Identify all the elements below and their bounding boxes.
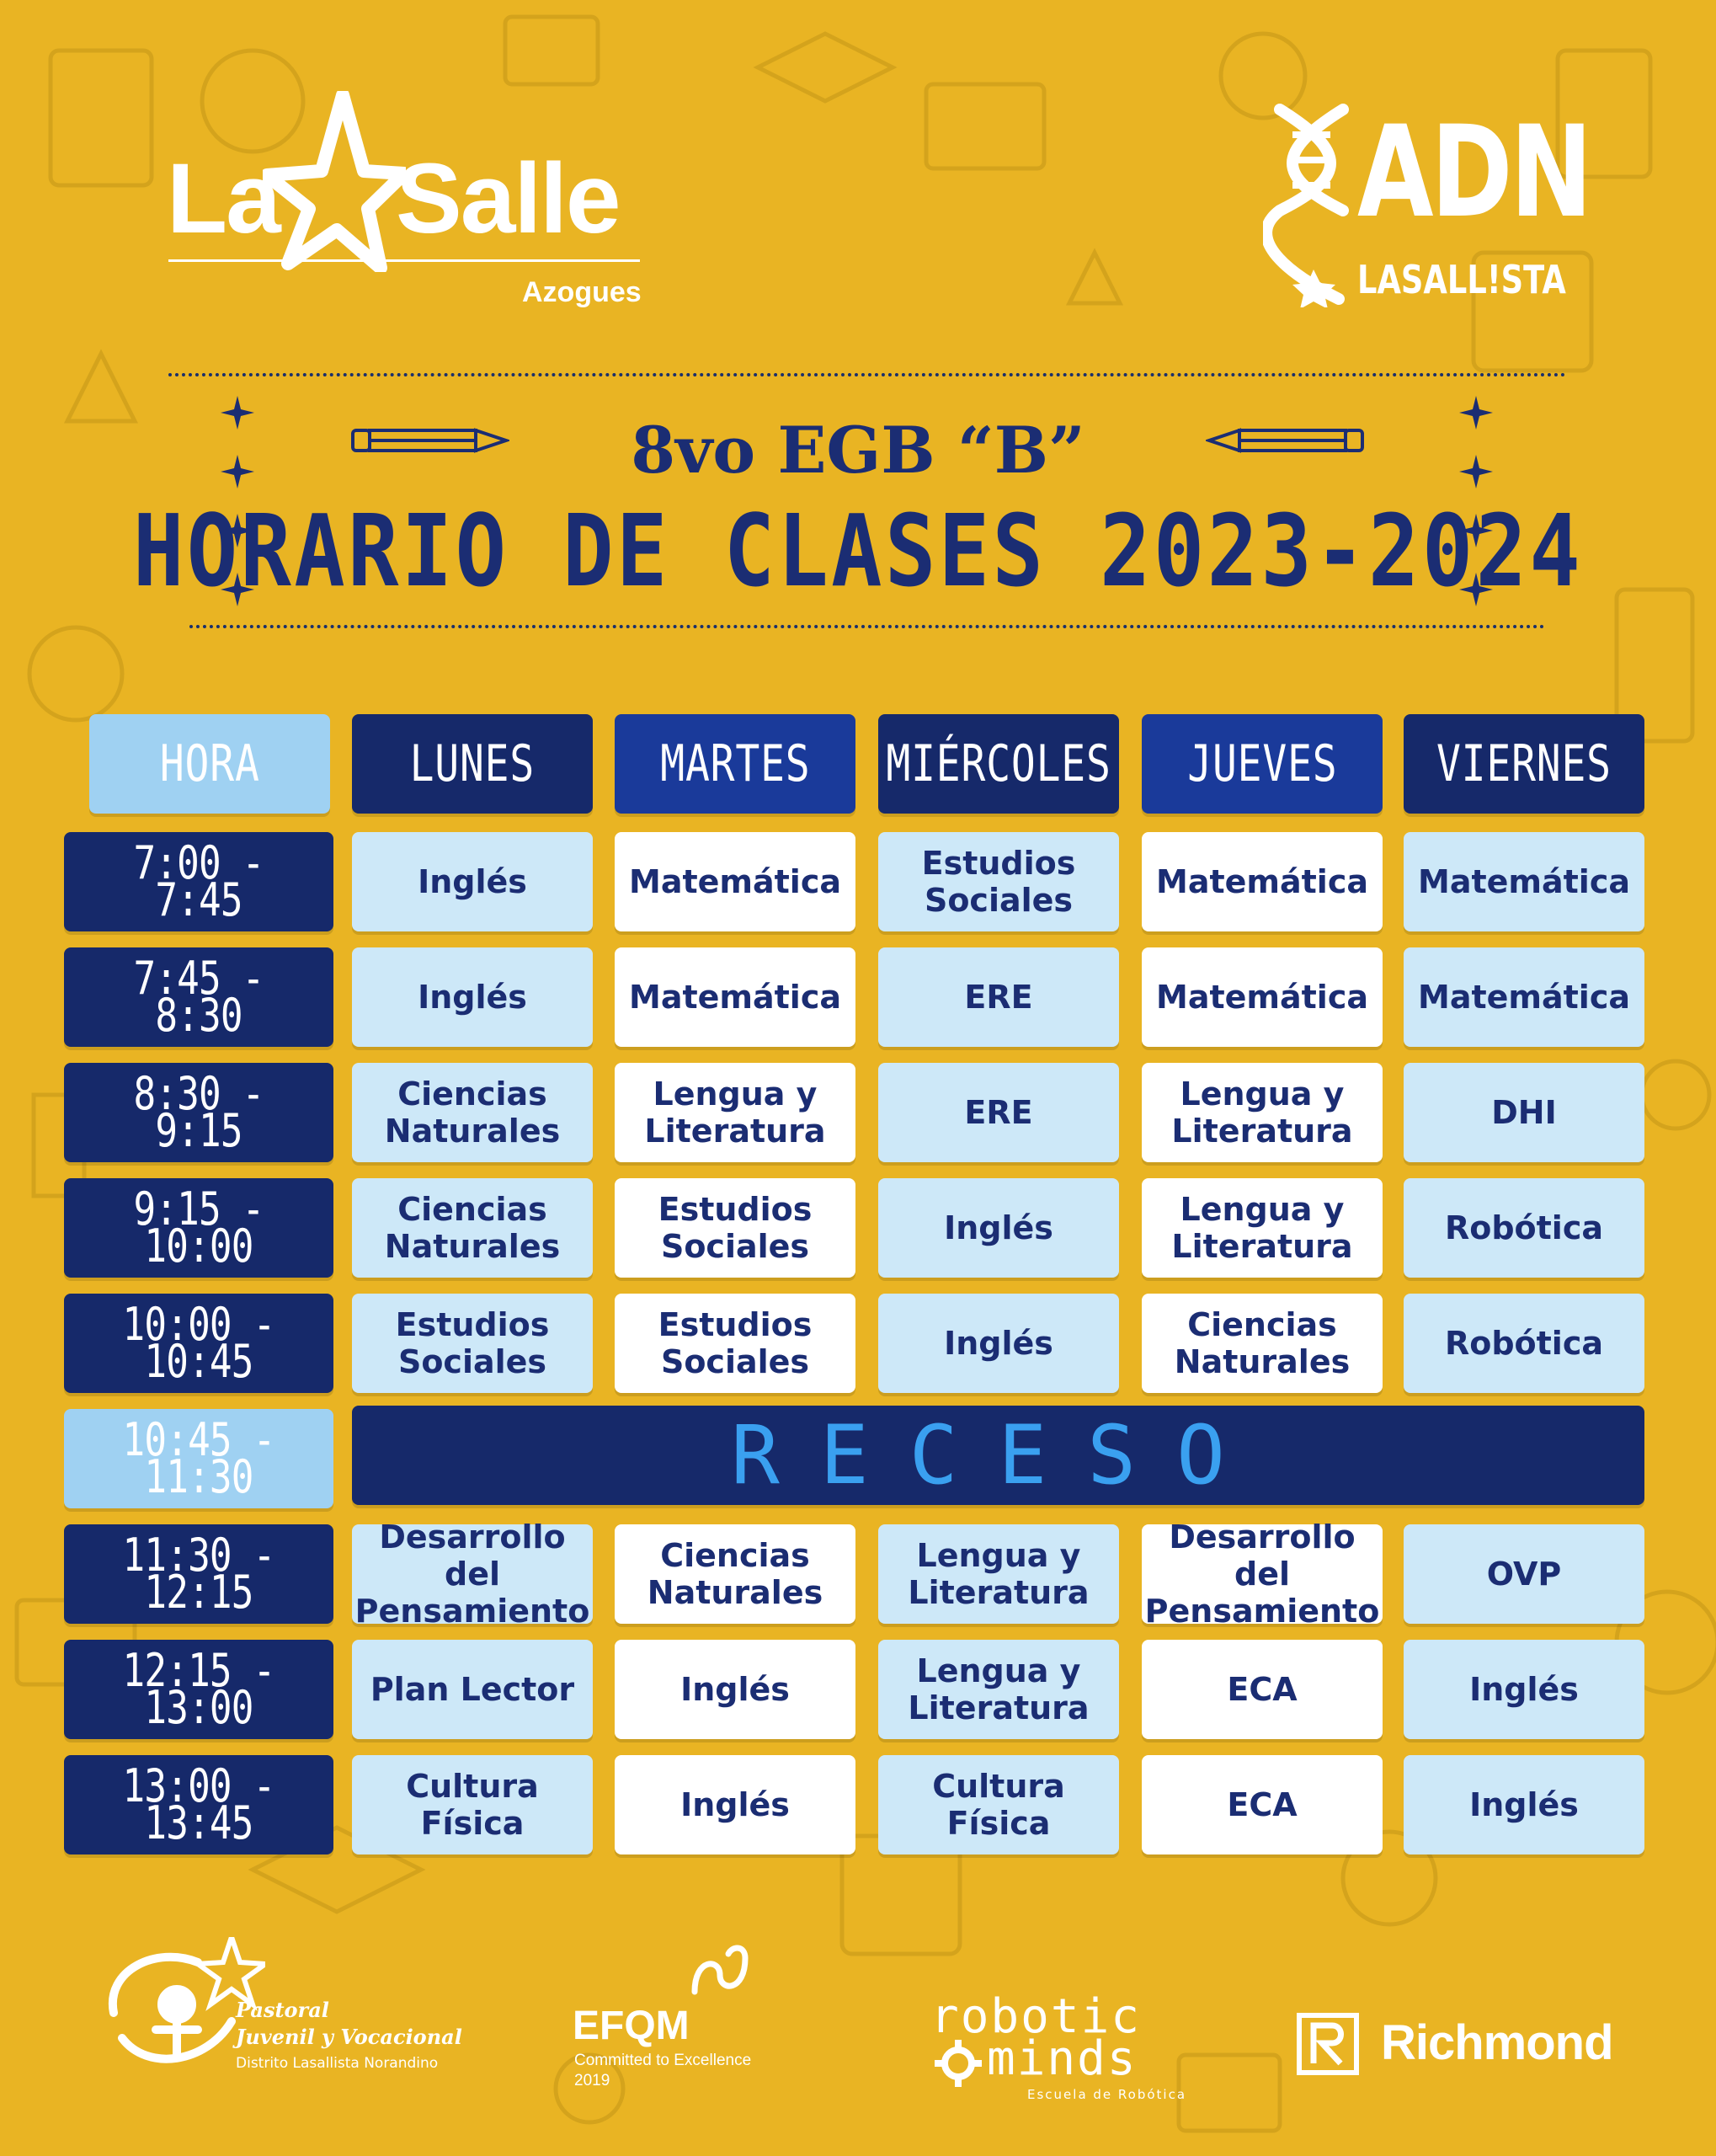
course-title: 8vo EGB “B” (631, 413, 1085, 488)
lasalle-logo-left-word: La (167, 143, 280, 254)
subject-cell (352, 1755, 593, 1854)
subject-cell (352, 1063, 593, 1162)
subject-label: Matemática (1418, 863, 1630, 900)
subject-label: OVP (1486, 1556, 1562, 1593)
header-label: LUNES (409, 734, 536, 793)
efqm-infinity-icon (686, 1941, 754, 2000)
subject-cell (1404, 1294, 1644, 1393)
subject-cell (615, 1178, 855, 1278)
subject-label: Inglés (680, 1786, 790, 1823)
adn-logo-text: ADN (1357, 99, 1591, 246)
city-label: Azogues (522, 276, 642, 308)
subject-cell (878, 1178, 1119, 1278)
subject-label: Plan Lector (370, 1671, 575, 1708)
subject-label: Ciencias Naturales (647, 1537, 823, 1611)
subject-label: Cultura Física (406, 1768, 539, 1842)
time-slot (64, 1640, 333, 1739)
subject-cell (1142, 1755, 1383, 1854)
subject-label: Inglés (944, 1325, 1053, 1362)
subject-cell (1404, 1640, 1644, 1739)
subject-cell (615, 832, 855, 931)
robotic-line1: robotic (930, 1989, 1142, 2044)
subject-cell (878, 1640, 1119, 1739)
time-slot (64, 1178, 333, 1278)
lasalle-logo-right-word: Salle (396, 143, 620, 254)
subject-label: ECA (1227, 1786, 1298, 1823)
subject-cell (878, 832, 1119, 931)
subject-label: Matemática (1418, 979, 1630, 1016)
subject-cell (1142, 1294, 1383, 1393)
subject-label: Inglés (944, 1209, 1053, 1246)
subject-cell (352, 832, 593, 931)
subject-cell (1404, 1063, 1644, 1162)
richmond-logo-icon (1297, 2013, 1359, 2075)
pastoral-line3: Distrito Lasallista Norandino (236, 2055, 439, 2072)
subject-cell (1404, 947, 1644, 1047)
subject-cell (878, 1755, 1119, 1854)
subject-label: Matemática (629, 863, 841, 900)
subject-cell (615, 1755, 855, 1854)
time-slot-label: 9:15 - 10:00 (133, 1182, 264, 1273)
subject-cell (352, 1178, 593, 1278)
subject-cell (878, 1063, 1119, 1162)
recess-label: RECESO (731, 1408, 1266, 1502)
subject-label: Estudios Sociales (395, 1306, 550, 1380)
subject-label: Inglés (680, 1671, 790, 1708)
schedule-title (0, 493, 1716, 609)
subject-label: Inglés (418, 863, 527, 900)
header-day-5 (1404, 714, 1644, 814)
title-bottom-dotted-line (189, 625, 1545, 628)
subject-cell (1404, 832, 1644, 931)
subject-label: Matemática (1156, 979, 1368, 1016)
subject-label: Lengua y Literatura (1171, 1191, 1353, 1265)
recess-banner (352, 1406, 1644, 1505)
time-slot (64, 1063, 333, 1162)
robotic-line2: minds (987, 2031, 1138, 2086)
time-slot-label: 10:00 - 10:45 (122, 1298, 275, 1388)
time-slot-label: 8:30 - 9:15 (133, 1067, 264, 1157)
header-day-4 (1142, 714, 1383, 814)
subject-label: Lengua y Literatura (1171, 1075, 1353, 1150)
time-slot-label: 10:45 - 11:30 (122, 1413, 275, 1503)
header-day-3 (878, 714, 1119, 814)
pastoral-line2: Juvenil y Vocacional (236, 2025, 462, 2049)
time-slot (64, 832, 333, 931)
subject-cell (615, 1524, 855, 1624)
subject-cell (1404, 1524, 1644, 1624)
subject-cell (615, 1640, 855, 1739)
subject-label: Lengua y Literatura (644, 1075, 826, 1150)
time-slot-label: 12:15 - 13:00 (122, 1644, 275, 1734)
subject-label: Ciencias Naturales (384, 1191, 561, 1265)
subject-cell (878, 1294, 1119, 1393)
subject-cell (352, 947, 593, 1047)
subject-label: Desarrollo del Pensamiento (354, 1518, 590, 1630)
subject-label: Cultura Física (932, 1768, 1065, 1842)
subject-label: Robótica (1444, 1325, 1604, 1362)
subject-cell (352, 1518, 593, 1630)
subject-label: Ciencias Naturales (1174, 1306, 1351, 1380)
efqm-logo-text: EFQM (573, 2004, 690, 2048)
subject-cell (352, 1640, 593, 1739)
time-slot-label: 7:45 - 8:30 (133, 952, 264, 1042)
subject-label: ECA (1227, 1671, 1298, 1708)
subject-cell (1142, 1063, 1383, 1162)
time-slot (64, 1524, 333, 1624)
subject-label: Matemática (629, 979, 841, 1016)
subject-label: DHI (1491, 1094, 1557, 1131)
subject-cell (1142, 947, 1383, 1047)
header-label: JUEVES (1186, 734, 1338, 793)
subject-label: Estudios Sociales (658, 1191, 813, 1265)
adn-logo-subtext: LASALL!STA (1357, 257, 1566, 302)
time-slot (64, 1294, 333, 1393)
time-slot (64, 1409, 333, 1508)
subject-label: Desarrollo del Pensamiento (1144, 1518, 1380, 1630)
header-label: HORA (159, 734, 260, 793)
subject-cell (615, 1063, 855, 1162)
subject-cell (615, 947, 855, 1047)
gear-icon (933, 2038, 983, 2089)
header-hora (89, 714, 330, 814)
subject-cell (352, 1294, 593, 1393)
logo-divider (168, 259, 640, 262)
subject-label: Robótica (1444, 1209, 1604, 1246)
robotic-line3: Escuela de Robótica (1027, 2087, 1187, 2102)
subject-label: Lengua y Literatura (908, 1537, 1090, 1611)
time-slot (64, 1755, 333, 1854)
subject-cell (615, 1294, 855, 1393)
subject-label: Estudios Sociales (658, 1306, 813, 1380)
subject-cell (1142, 832, 1383, 931)
subject-cell (878, 947, 1119, 1047)
subject-label: Estudios Sociales (921, 845, 1076, 919)
time-slot-label: 7:00 - 7:45 (133, 836, 264, 926)
subject-label: Inglés (418, 979, 527, 1016)
subject-cell (1404, 1178, 1644, 1278)
header-label: MARTES (659, 734, 811, 793)
subject-cell (1142, 1518, 1383, 1630)
subject-label: ERE (964, 1094, 1033, 1131)
subject-cell (1142, 1178, 1383, 1278)
subject-label: Ciencias Naturales (384, 1075, 561, 1150)
subject-cell (1142, 1640, 1383, 1739)
schedule-title-text: HORARIO DE CLASES 2023-2024 (132, 493, 1584, 609)
time-slot-label: 13:00 - 13:45 (122, 1759, 275, 1849)
title-top-dotted-line (168, 373, 1566, 376)
header-label: MIÉRCOLES (886, 734, 1111, 793)
star-icon (263, 91, 406, 272)
header-day-1 (352, 714, 593, 814)
subject-label: Matemática (1156, 863, 1368, 900)
subject-cell (878, 1524, 1119, 1624)
subject-label: Inglés (1469, 1671, 1579, 1708)
efqm-line1: Committed to Excellence (574, 2052, 752, 2069)
header-day-2 (615, 714, 855, 814)
dna-icon (1263, 101, 1360, 307)
subject-cell (1404, 1755, 1644, 1854)
efqm-line2: 2019 (574, 2072, 610, 2089)
header-label: VIERNES (1436, 734, 1612, 793)
subject-label: Lengua y Literatura (908, 1652, 1090, 1726)
subject-label: Inglés (1469, 1786, 1579, 1823)
richmond-logo-text: Richmond (1381, 2015, 1613, 2070)
pastoral-line1: Pastoral (236, 1998, 329, 2022)
time-slot (64, 947, 333, 1047)
subject-label: ERE (964, 979, 1033, 1016)
time-slot-label: 11:30 - 12:15 (122, 1529, 275, 1619)
